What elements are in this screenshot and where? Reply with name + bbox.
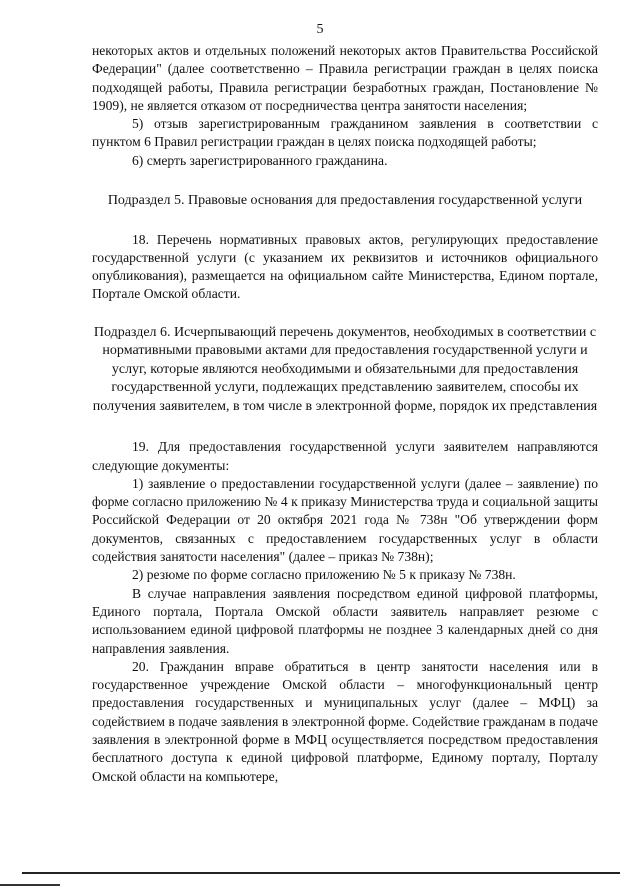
subsection-6-heading: Подраздел 6. Исчерпывающий перечень документов, необходимых в соответствии с нормативными правовыми актами для предоставления государственной услуги и услуг, которые являются необходимыми и обязательными для предоставления государственной услуги, подлежащих представлению заявителем, способы их получения заявителем, в том числе в электронной форме, порядок их представления bbox=[92, 324, 598, 414]
paragraph-20: 20. Гражданин вправе обратиться в центр занятости населения или в государственное учреждение Омской области – многофункциональный центр предоставления государственных и муниципальных услуг (далее – МФЦ) за содействием в подаче заявления в электронной форме. Содействие гражданам в подаче заявления в электронной форме в МФЦ осуществляется посредством предоставления бесплатного доступа к единой цифровой платформе, Единому порталу, Порталу Омской области на компьютере, bbox=[92, 658, 598, 784]
page-number: 5 bbox=[316, 22, 324, 37]
paragraph-19-item-1: 1) заявление о предоставлении государственной услуги (далее – заявление) по форме согласно приложению № 4 к приказу Министерства труда и социальной защиты Российской Федерации от 20 октября 2021 года № 738н "Об утверждении форм документов, связанных с предоставлением государственных услуг в области содействия занятости населения" (далее – приказ № 738н); bbox=[92, 475, 598, 565]
paragraph-19-item-2: 2) резюме по форме согласно приложению № 5 к приказу № 738н. bbox=[132, 567, 516, 583]
paragraph-continuation: некоторых актов и отдельных положений некоторых актов Правительства Российской Федерации" (далее соответственно – Правила регистрации граждан в целях поиска подходящей работы, Правила регистрации безработных граждан, Постановление № 1909), не является отказом от посредничества центра занятости населения; bbox=[92, 43, 598, 113]
document-body bbox=[92, 42, 598, 786]
paragraph-19-note: В случае направления заявления посредством единой цифровой платформы, Единого портала, Портала Омской области заявитель направляет резюме с использованием единой цифровой платформы не позднее 3 календарных дней со дня направления заявления. bbox=[92, 585, 598, 656]
paragraph-item-5: 5) отзыв зарегистрированным гражданином заявления в соответствии с пунктом 6 Правил регистрации граждан в целях поиска подходящей работы; bbox=[92, 116, 598, 150]
subsection-5-heading: Подраздел 5. Правовые основания для предоставления государственной услуги bbox=[107, 193, 583, 209]
paragraph-item-6: 6) смерть зарегистрированного гражданина. bbox=[132, 152, 388, 168]
paragraph-18: 18. Перечень нормативных правовых актов, регулирующих предоставление государственной услуги (с указанием их реквизитов и источников официального опубликования), размещается на официальном сайте Министерства, Едином портале, Портале Омской области. bbox=[92, 231, 598, 302]
scan-bottom-edge-mark bbox=[0, 884, 60, 886]
paragraph-19: 19. Для предоставления государственной услуги заявителем направляются следующие документы: bbox=[92, 439, 598, 473]
scan-bottom-edge bbox=[22, 872, 620, 874]
